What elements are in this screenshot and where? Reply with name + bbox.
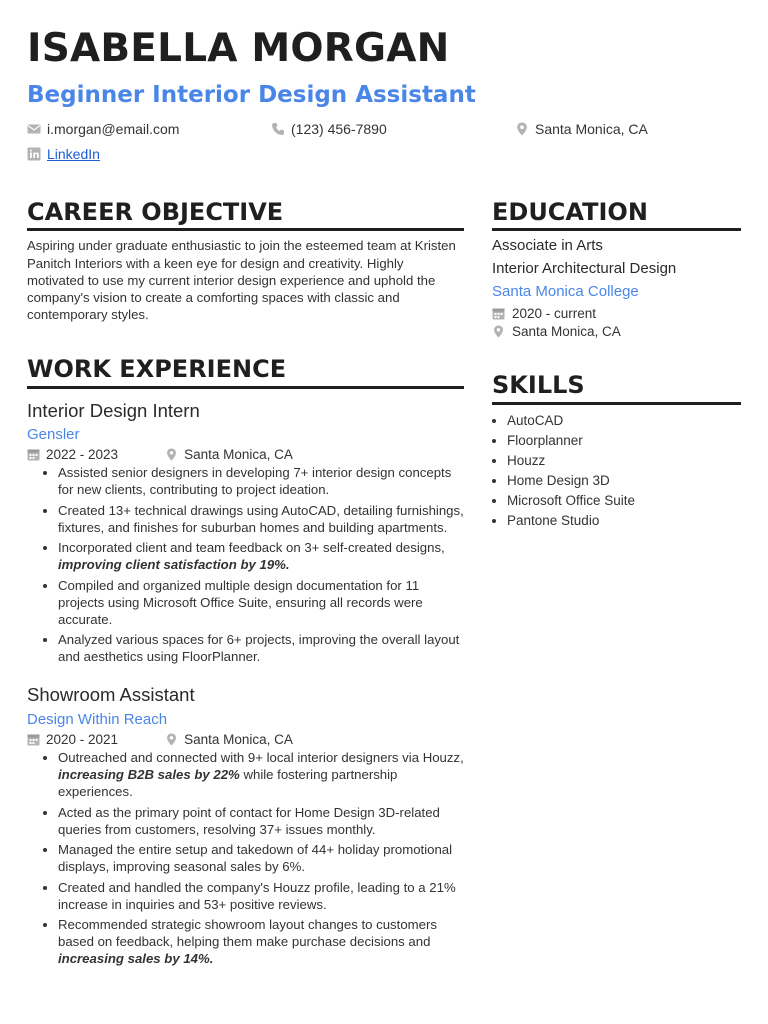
email-text: i.morgan@email.com [47, 121, 180, 137]
contact-location [515, 121, 648, 137]
job-dates-text: 2022 - 2023 [46, 447, 119, 463]
calendar-icon [27, 448, 40, 461]
skills-list [492, 411, 741, 531]
job-location-text: Santa Monica, CA [184, 732, 293, 748]
linkedin-link[interactable]: LinkedIn [47, 146, 100, 162]
candidate-name: ISABELLA MORGAN [27, 26, 450, 71]
list-item [58, 464, 464, 498]
bullet-text: Created and handled the company's Houzz profile, leading to a 21% increase in inquiries and 53+ positive reviews. [58, 879, 456, 912]
job-bullets [27, 749, 464, 967]
list-item [58, 577, 464, 628]
list-item [58, 804, 464, 838]
right-column [492, 199, 741, 531]
skill-item: • Home Design 3D [507, 471, 741, 491]
education-school: Santa Monica College [492, 283, 639, 301]
job-location [165, 732, 293, 747]
bullet-text: Assisted senior designers in developing 7+ interior design concepts for new clients, contributing to project ideation. [58, 465, 452, 498]
list-item [58, 879, 464, 913]
bullet-text: Managed the entire setup and takedown of 44+ holiday promotional displays, improving seasonal sales by 6%. [58, 842, 453, 875]
job-location-text: Santa Monica, CA [184, 447, 293, 463]
candidate-role: Beginner Interior Design Assistant [27, 82, 476, 108]
bullet-text: Incorporated client and team feedback on 3+ self-created designs, [58, 540, 445, 556]
job-dates [27, 447, 118, 462]
bullet-text: Outreached and connected with 9+ local interior designers via Houzz, [58, 750, 464, 766]
skills-section [492, 372, 741, 530]
calendar-icon [492, 307, 505, 320]
job-bullets [27, 464, 464, 665]
location-text: Santa Monica, CA [535, 121, 648, 137]
career-objective-section [27, 199, 464, 323]
company-name: Gensler [27, 425, 80, 443]
career-objective-heading: CAREER OBJECTIVE [27, 199, 464, 231]
education-field: Interior Architectural Design [492, 259, 677, 277]
education-degree: Associate in Arts [492, 237, 603, 255]
bullet-text: Created 13+ technical drawings using AutoCAD, detailing furnishings, fixtures, and finishes for suburban homes and building apartments. [58, 502, 464, 535]
education-location-text: Santa Monica, CA [512, 324, 621, 340]
work-experience-section [27, 356, 464, 967]
list-item [58, 916, 464, 967]
job-entry [27, 399, 464, 666]
list-item [58, 841, 464, 875]
contact-phone [271, 121, 387, 137]
skill-item: • Floorplanner [507, 431, 741, 451]
education-dates [492, 306, 741, 321]
job-meta [27, 732, 464, 747]
skill-item: • Pantone Studio [507, 511, 741, 531]
job-location [165, 447, 293, 462]
list-item [58, 749, 464, 800]
skill-item: • Houzz [507, 451, 741, 471]
job-title: Interior Design Intern [27, 399, 200, 421]
resume-page [27, 0, 741, 1024]
linkedin-icon [27, 147, 41, 161]
bullet-text-after: while fostering partnership experiences. [58, 767, 398, 800]
skills-heading: SKILLS [492, 372, 741, 404]
phone-text: (123) 456-7890 [291, 121, 387, 137]
job-title: Showroom Assistant [27, 684, 195, 706]
career-objective-text: Aspiring under graduate enthusiastic to join the esteemed team at Kristen Panitch Interiors with a keen eye for design and creativity. Highly motivated to use my current interior design experience and uphold the company's vision to create a comforting spaces with classic and contemporary styles. [27, 238, 456, 323]
bullet-highlight: improving client satisfaction by 19%. [58, 557, 290, 573]
location-icon [515, 122, 529, 136]
skill-item: • Microsoft Office Suite [507, 491, 741, 511]
education-heading: EDUCATION [492, 199, 741, 231]
bullet-highlight: increasing sales by 14%. [58, 951, 214, 967]
location-icon [165, 448, 178, 461]
job-meta [27, 447, 464, 462]
education-dates-text: 2020 - current [512, 306, 597, 322]
education-location [492, 324, 741, 339]
bullet-highlight: increasing B2B sales by 22% [58, 767, 240, 783]
company-name: Design Within Reach [27, 710, 168, 728]
education-section [492, 199, 741, 339]
job-dates [27, 732, 118, 747]
skill-item: • AutoCAD [507, 411, 741, 431]
phone-icon [271, 122, 285, 136]
email-icon [27, 122, 41, 136]
list-item [58, 539, 464, 573]
job-dates-text: 2020 - 2021 [46, 732, 119, 748]
calendar-icon [27, 733, 40, 746]
contact-email [27, 121, 179, 137]
list-item [58, 631, 464, 665]
bullet-text: Analyzed various spaces for 6+ projects, improving the overall layout and aesthetics using FloorPlanner. [58, 632, 460, 665]
bullet-text: Recommended strategic showroom layout changes to customers based on feedback, helping them make purchase decisions and [58, 917, 437, 950]
job-entry [27, 683, 464, 967]
location-icon [492, 325, 505, 338]
bullet-text: Compiled and organized multiple design documentation for 11 projects using Microsoft Office Suite, ensuring all records were accurate. [58, 577, 423, 627]
list-item [58, 502, 464, 536]
bullet-text: Acted as the primary point of contact for Home Design 3D-related queries from customers, resolving 37+ issues monthly. [58, 804, 440, 837]
location-icon [165, 733, 178, 746]
contact-linkedin [27, 146, 100, 162]
left-column [27, 199, 464, 971]
work-experience-heading: WORK EXPERIENCE [27, 356, 464, 388]
